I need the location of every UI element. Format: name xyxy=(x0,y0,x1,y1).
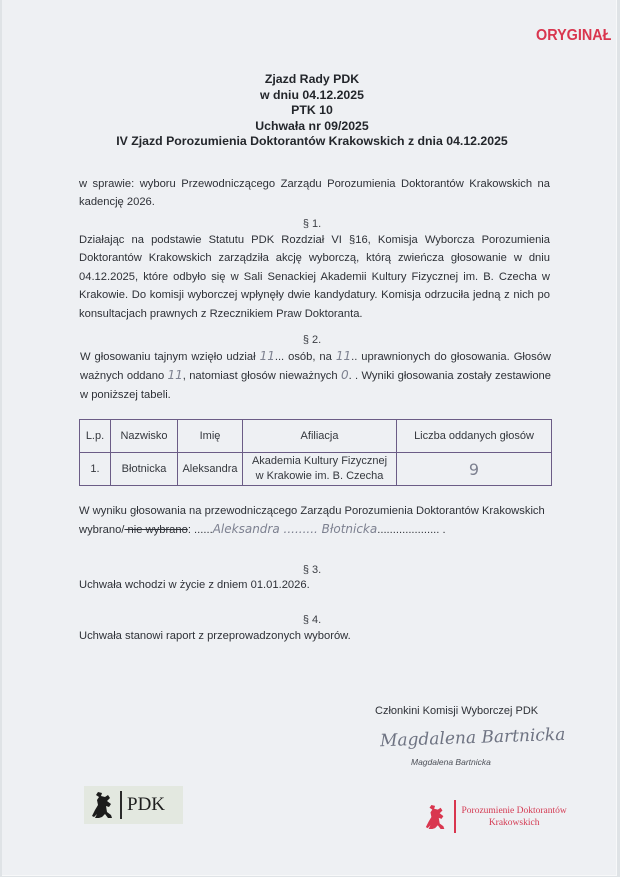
cell-name: Aleksandra xyxy=(178,453,243,486)
signature-title: Członkini Komisji Wyborczej PDK xyxy=(375,705,539,717)
table-header-row xyxy=(80,420,552,453)
section-4-mark: § 4. xyxy=(302,614,322,626)
subject: w sprawie: wyboru Przewodniczącego Zarządu Porozumienia Doktorantów Krakowskich na kadencję 2026. xyxy=(79,178,550,209)
divider xyxy=(120,791,122,819)
col-lp: L.p. xyxy=(80,420,111,453)
cell-surname: Błotnicka xyxy=(111,453,178,486)
not-elected-option-struck: nie wybrano xyxy=(124,524,188,537)
section-1-mark: § 1. xyxy=(302,218,322,230)
col-name: Imię xyxy=(178,420,243,453)
pdk-logo xyxy=(84,786,183,824)
handwritten-participants: 11 xyxy=(259,349,275,363)
divider xyxy=(454,800,456,833)
col-surname: Nazwisko xyxy=(111,420,178,453)
section-3-text: Uchwała wchodzi w życie z dniem 01.01.2026. xyxy=(79,579,310,591)
handwritten-eligible: 11 xyxy=(335,349,352,363)
result-line-2 xyxy=(79,520,559,539)
text: .................... . xyxy=(377,524,446,537)
header-line-2: w dniu 04.12.2025 xyxy=(260,87,364,102)
porozumienie-logo-text xyxy=(462,805,567,829)
text: . . Wyniki głosowania zostały zestawione w poniższej tabeli. xyxy=(80,370,552,401)
handwritten-elected-name: Aleksandra ......... Błotnicka xyxy=(212,522,378,537)
section-1-text: Działając na podstawie Statutu PDK Rozdział VI §16, Komisja Wyborcza Porozumienia Doktorantów Krakowskich zarządziła akcję wyborczą, którą zwieńcza głosowanie w dniu 04.12.2025, które odbyło się w Sali Senackiej Akademii Kultury Fizycznej im. B. Czecha w Krakowie. Do komisji wyborczej wpłynęły dwie kandydatury. Komisja odrzuciła jedną z nich po konsultacjach prawnych z Rzecznikiem Praw Doktoranta. xyxy=(79,234,550,320)
results-table xyxy=(79,419,552,486)
section-2-mark: § 2. xyxy=(302,334,322,346)
section-3-mark: § 3. xyxy=(302,564,322,576)
handwritten-signature: Magdalena Bartnicka xyxy=(379,724,566,752)
text: : ...... xyxy=(187,524,213,537)
result-text xyxy=(79,502,559,540)
logo-line-2: Krakowskich xyxy=(488,817,540,828)
document-page xyxy=(2,0,617,876)
text: .. uprawnionych do głosowania. Głosów ważnych oddano xyxy=(80,351,552,383)
text: ... osób, na xyxy=(274,351,336,363)
result-line-1: W wyniku głosowania na przewodniczącego Zarządu Porozumienia Doktorantów Krakowskich xyxy=(79,505,545,517)
dragon-icon xyxy=(424,801,448,833)
section-4-text: Uchwała stanowi raport z przeprowadzonych wyborów. xyxy=(79,630,351,642)
pdk-logo-text: PDK xyxy=(127,794,166,815)
dragon-icon xyxy=(90,790,116,820)
text: , natomiast głosów nieważnych xyxy=(182,370,341,383)
resolution-number: Uchwała nr 09/2025 xyxy=(255,118,369,133)
cell-lp: 1. xyxy=(80,453,111,486)
handwritten-invalid: 0 xyxy=(340,368,349,383)
header-line-1: Zjazd Rady PDK xyxy=(264,72,360,86)
document-header xyxy=(2,72,620,150)
header-line-5: IV Zjazd Porozumienia Doktorantów Krakowskich z dnia 04.12.2025 xyxy=(116,134,508,148)
logo-line-1: Porozumienie Doktorantów xyxy=(461,805,567,816)
col-affiliation: Afiliacja xyxy=(243,420,397,453)
porozumienie-logo xyxy=(424,800,567,833)
cell-votes: 9 xyxy=(397,453,552,486)
elected-option: wybrano/ xyxy=(79,524,125,537)
text: W głosowaniu tajnym wzięło udział xyxy=(80,351,260,363)
col-votes: Liczba oddanych głosów xyxy=(397,420,552,453)
handwritten-valid: 11 xyxy=(167,368,183,383)
original-stamp: ORYGINAŁ xyxy=(536,27,612,44)
signer-name: Magdalena Bartnicka xyxy=(411,757,491,767)
table-row xyxy=(80,453,552,486)
header-line-3: PTK 10 xyxy=(291,103,333,117)
section-2-text xyxy=(80,347,551,404)
cell-affiliation: Akademia Kultury Fizycznej w Krakowie im. B. Czecha xyxy=(243,453,397,486)
